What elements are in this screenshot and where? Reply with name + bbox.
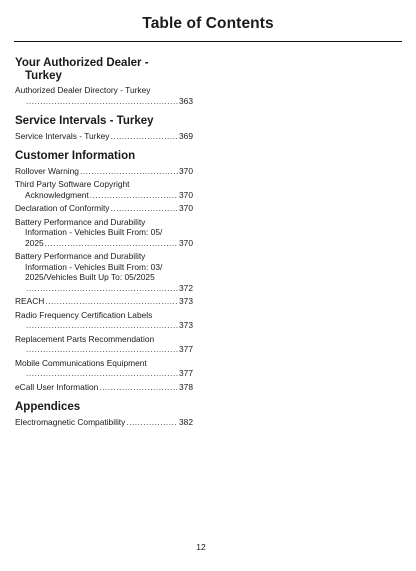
entry-text-line: Authorized Dealer Directory - Turkey — [15, 85, 151, 95]
entry-text-line: Electromagnetic Compatibility — [15, 416, 126, 427]
toc-entry[interactable] — [15, 131, 193, 142]
entry-page-number: 363 — [179, 95, 193, 106]
entry-text-line: Mobile Communications Equipment — [15, 357, 147, 368]
toc-entry[interactable] — [15, 85, 193, 106]
dot-leader — [26, 283, 178, 294]
entry-page-number: 377 — [179, 344, 193, 355]
dot-leader — [45, 296, 178, 307]
entry-text-line: Battery Performance and Durability — [15, 216, 146, 227]
toc-entry[interactable] — [15, 296, 193, 307]
section-title — [15, 115, 193, 128]
entry-page-number: 372 — [179, 282, 193, 293]
toc-entry[interactable] — [15, 417, 193, 428]
toc-entry[interactable] — [15, 251, 193, 293]
entry-text-line: Radio Frequency Certification Labels — [15, 309, 153, 320]
toc-entry[interactable] — [15, 166, 193, 177]
section-title-line: Service Intervals - Turkey — [15, 115, 154, 128]
dot-leader — [26, 368, 178, 379]
entry-page-number: 370 — [179, 203, 193, 214]
dot-leader — [99, 382, 178, 393]
section-title-line: Your Authorized Dealer - — [15, 57, 149, 69]
entry-page-number: 370 — [179, 165, 193, 176]
entry-page-number: 370 — [179, 189, 193, 200]
toc-section — [15, 150, 193, 392]
dot-leader — [111, 203, 179, 214]
toc-entry[interactable] — [15, 334, 193, 355]
toc-entry[interactable] — [15, 217, 193, 249]
entry-text-line: Service Intervals - Turkey — [15, 130, 110, 141]
entry-page-number: 378 — [179, 381, 193, 392]
page-title: Table of Contents — [142, 15, 274, 32]
dot-leader — [26, 96, 178, 107]
toc-section — [15, 57, 193, 106]
entry-text-line: eCall User Information — [15, 381, 99, 392]
dot-leader — [26, 344, 178, 355]
entry-text-line: 2025/Vehicles Built Up To: 05/2025 — [25, 272, 155, 283]
dot-leader — [80, 166, 178, 177]
toc-section — [15, 115, 193, 141]
section-title — [15, 150, 193, 163]
entry-text-line: Rollover Warning — [15, 165, 79, 176]
toc-section — [15, 401, 193, 427]
dot-leader — [90, 190, 178, 201]
section-title — [15, 401, 193, 414]
section-title-line: Customer Information — [15, 150, 136, 163]
page-number: 12 — [196, 542, 206, 552]
entry-text-line: Information - Vehicles Built From: 03/ — [25, 261, 163, 272]
section-title — [15, 57, 193, 82]
entry-page-number: 382 — [179, 416, 193, 427]
entry-page-number: 369 — [179, 130, 193, 141]
toc-entry[interactable] — [15, 358, 193, 379]
entry-text-line: Third Party Software Copyright — [15, 179, 130, 190]
section-title-line: Appendices — [15, 401, 81, 414]
toc-entry[interactable] — [15, 382, 193, 393]
entry-page-number: 373 — [179, 296, 193, 307]
section-title-line: Turkey — [25, 69, 62, 82]
toc-entry[interactable] — [15, 179, 193, 200]
entry-text-line: REACH — [15, 296, 45, 307]
entry-text-line: 2025 — [25, 237, 44, 248]
entry-text-line: Information - Vehicles Built From: 05/ — [25, 227, 163, 238]
toc-entry[interactable] — [15, 310, 193, 331]
entry-page-number: 377 — [179, 368, 193, 379]
title-divider — [14, 41, 402, 42]
entry-page-number: 373 — [179, 320, 193, 331]
entry-text-line: Acknowledgment — [25, 189, 89, 200]
entry-text-line: Declaration of Conformity — [15, 203, 110, 214]
entry-text-line: Replacement Parts Recommendation — [15, 333, 155, 344]
toc-column — [15, 57, 193, 436]
entry-page-number: 370 — [179, 237, 193, 248]
dot-leader — [126, 417, 178, 428]
entry-text-line: Battery Performance and Durability — [15, 251, 146, 262]
toc-entry[interactable] — [15, 203, 193, 214]
dot-leader — [45, 238, 178, 249]
dot-leader — [26, 320, 178, 331]
dot-leader — [110, 131, 178, 142]
